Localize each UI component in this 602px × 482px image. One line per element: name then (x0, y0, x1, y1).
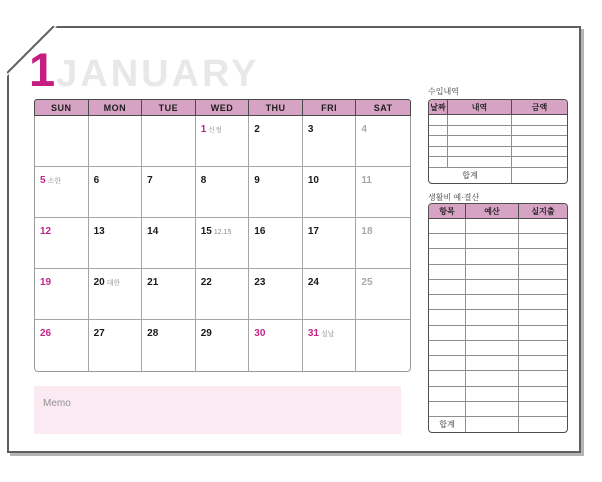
day-note: 신정 (208, 127, 222, 134)
table-cell (519, 295, 567, 309)
table-cell (519, 249, 567, 263)
table-cell (519, 371, 567, 385)
table-row (429, 157, 567, 168)
weekday-label: WED (196, 100, 250, 115)
day-cell (249, 167, 303, 218)
weekday-label: SUN (35, 100, 89, 115)
table-cell (519, 402, 567, 416)
table-cell (429, 219, 466, 233)
table-cell (429, 326, 466, 340)
table-cell (519, 234, 567, 248)
day-cell (196, 116, 250, 167)
day-cell (249, 218, 303, 269)
table-cell (429, 157, 448, 167)
weekday-label: TUE (142, 100, 196, 115)
table-row (429, 402, 567, 417)
table-cell (519, 219, 567, 233)
month-name: JANUARY (56, 53, 260, 95)
day-number: 11 (361, 175, 372, 186)
day-cell (142, 116, 196, 167)
day-number: 23 (254, 277, 266, 288)
day-note: 소한 (47, 178, 62, 185)
day-number: 10 (307, 175, 319, 186)
day-cell (35, 269, 89, 320)
day-cell (303, 269, 357, 320)
day-cell (89, 218, 143, 269)
day-number: 31 (307, 328, 319, 339)
table-row (429, 249, 567, 264)
day-number: 17 (307, 226, 319, 237)
day-number: 13 (93, 226, 105, 237)
total-row (429, 417, 567, 432)
day-cell (196, 167, 250, 218)
table-row (429, 219, 567, 234)
total-label-cell: 합계 (429, 168, 512, 183)
table-cell (448, 147, 512, 157)
day-cell (249, 320, 303, 371)
table-cell (429, 387, 466, 401)
column-header: 내역 (448, 100, 512, 114)
day-cell (35, 320, 89, 371)
day-number: 26 (40, 328, 52, 339)
table-cell (429, 147, 448, 157)
day-number: 12 (40, 226, 52, 237)
month-calendar (34, 99, 411, 372)
day-cell (356, 116, 410, 167)
table-row (429, 136, 567, 147)
day-number: 2 (254, 124, 260, 135)
table-cell (429, 280, 466, 294)
memo-box (34, 386, 401, 434)
table-cell (512, 126, 567, 136)
table-cell (466, 402, 519, 416)
day-cell (356, 320, 410, 371)
table-cell (519, 280, 567, 294)
table-row (429, 265, 567, 280)
day-number: 19 (40, 277, 52, 288)
day-number: 29 (200, 328, 212, 339)
table-cell (429, 295, 466, 309)
budget-table (428, 203, 568, 433)
day-cell (249, 269, 303, 320)
day-number: 22 (200, 277, 212, 288)
table-cell (512, 147, 567, 157)
table-cell (448, 126, 512, 136)
table-cell (429, 356, 466, 370)
total-value-cell (512, 168, 567, 183)
table-cell (448, 115, 512, 125)
day-number: 25 (361, 277, 373, 288)
table-cell (466, 234, 519, 248)
day-cell (89, 167, 143, 218)
table-row (429, 234, 567, 249)
weekday-label: FRI (303, 100, 357, 115)
day-cell (303, 116, 357, 167)
day-cell (142, 269, 196, 320)
day-cell (35, 218, 89, 269)
table-cell (429, 402, 466, 416)
day-cell (89, 116, 143, 167)
day-number: 16 (254, 226, 266, 237)
table-cell (519, 341, 567, 355)
table-cell (519, 356, 567, 370)
day-number: 1 (200, 124, 207, 135)
income-table-title: 수입내역 (428, 87, 459, 96)
table-cell (429, 136, 448, 146)
day-number: 15 (200, 226, 212, 237)
table-cell (512, 115, 567, 125)
day-cell (35, 167, 89, 218)
day-cell (142, 218, 196, 269)
table-cell (429, 371, 466, 385)
total-label-cell: 합계 (429, 417, 466, 432)
table-cell (466, 356, 519, 370)
day-note: 대한 (106, 280, 121, 287)
table-cell (429, 234, 466, 248)
month-title (29, 43, 260, 96)
day-number: 24 (307, 277, 319, 288)
table-cell (429, 265, 466, 279)
table-cell (466, 310, 519, 324)
day-number: 30 (254, 328, 266, 339)
day-number: 3 (307, 124, 314, 135)
table-cell (519, 326, 567, 340)
weekday-label: THU (249, 100, 303, 115)
day-cell (249, 116, 303, 167)
table-cell (429, 126, 448, 136)
total-value-cell (519, 417, 567, 432)
table-cell (466, 387, 519, 401)
table-header-row (429, 204, 567, 219)
day-number: 9 (254, 175, 260, 186)
table-row (429, 126, 567, 137)
table-cell (429, 249, 466, 263)
day-number: 20 (93, 277, 105, 288)
table-cell (466, 219, 519, 233)
table-cell (466, 249, 519, 263)
day-note: 12.15 (213, 229, 232, 236)
day-number: 28 (147, 328, 159, 339)
column-header: 금액 (531, 102, 548, 112)
table-cell (512, 157, 567, 167)
column-header: 항목 (429, 204, 466, 218)
table-cell (466, 295, 519, 309)
day-number: 21 (147, 277, 159, 288)
day-number: 5 (40, 175, 46, 186)
table-row (429, 295, 567, 310)
day-number: 7 (147, 175, 153, 186)
calendar-grid (34, 116, 411, 372)
day-cell (303, 320, 357, 371)
day-cell (356, 218, 410, 269)
total-value-cell (466, 417, 519, 432)
table-cell (429, 115, 448, 125)
table-cell (466, 326, 519, 340)
day-note: 설날 (320, 331, 335, 338)
table-cell (519, 387, 567, 401)
day-cell (356, 167, 410, 218)
column-header: 예산 (466, 204, 519, 218)
table-row (429, 147, 567, 158)
day-cell (303, 167, 357, 218)
table-cell (512, 136, 567, 146)
memo-label: Memo (43, 398, 71, 409)
budget-table-title: 생활비 예·결산 (428, 193, 480, 202)
day-number: 18 (361, 226, 373, 237)
column-header: 날짜 (429, 100, 448, 114)
day-number: 6 (93, 175, 100, 186)
table-row (429, 387, 567, 402)
table-cell (429, 341, 466, 355)
total-row (429, 168, 567, 183)
day-cell (89, 269, 143, 320)
day-cell (142, 167, 196, 218)
table-cell (519, 265, 567, 279)
day-cell (142, 320, 196, 371)
table-row (429, 280, 567, 295)
table-header-row (429, 100, 567, 115)
month-number: 1 (29, 43, 56, 96)
day-cell (35, 116, 89, 167)
weekday-label: SAT (373, 102, 393, 113)
day-cell (196, 218, 250, 269)
day-number: 8 (200, 175, 207, 186)
column-header: 실지출 (531, 206, 555, 216)
table-cell (448, 136, 512, 146)
calendar-page (7, 26, 581, 453)
income-table (428, 99, 568, 184)
day-number: 4 (361, 124, 367, 135)
day-cell (303, 218, 357, 269)
table-cell (466, 341, 519, 355)
table-row (429, 310, 567, 325)
day-number: 14 (147, 226, 159, 237)
table-cell (466, 280, 519, 294)
table-cell (448, 157, 512, 167)
table-cell (466, 371, 519, 385)
weekday-header-row (34, 99, 411, 116)
table-row (429, 341, 567, 356)
weekday-label: MON (89, 100, 143, 115)
table-row (429, 326, 567, 341)
table-cell (466, 265, 519, 279)
table-row (429, 115, 567, 126)
table-cell (519, 310, 567, 324)
day-cell (356, 269, 410, 320)
table-row (429, 371, 567, 386)
day-cell (196, 269, 250, 320)
table-cell (429, 310, 466, 324)
day-cell (89, 320, 143, 371)
day-cell (196, 320, 250, 371)
table-row (429, 356, 567, 371)
day-number: 27 (93, 328, 105, 339)
